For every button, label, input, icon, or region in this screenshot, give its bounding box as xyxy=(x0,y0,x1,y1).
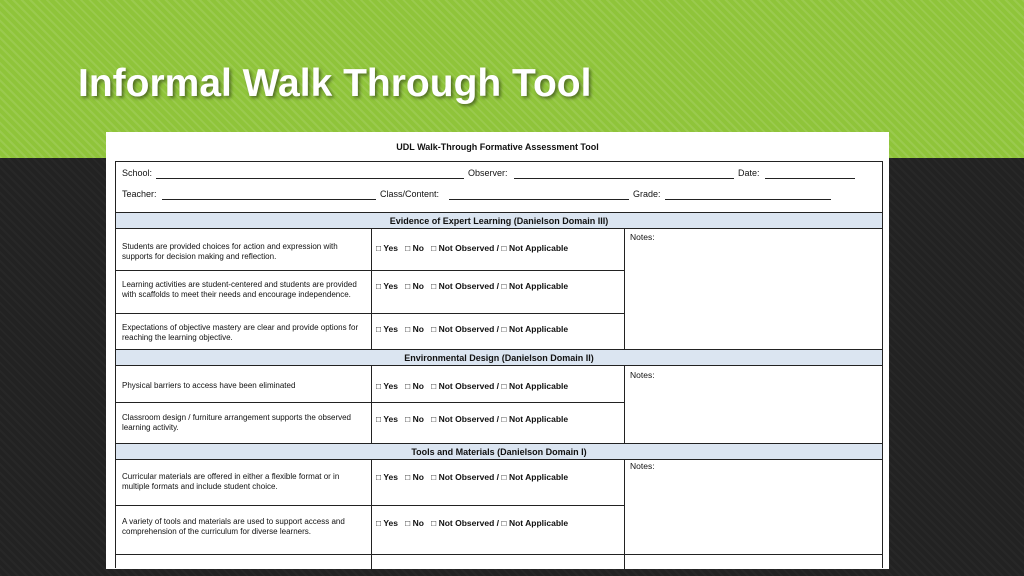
criterion-text: Learning activities are student-centered and students are provided with scaffolds to meet their needs and encourage independence. xyxy=(122,280,357,299)
section-heading-expert-learning: Evidence of Expert Learning (Danielson Domain III) xyxy=(116,212,882,229)
teacher-blank xyxy=(162,199,376,200)
info-line-teacher xyxy=(116,189,882,203)
date-blank xyxy=(765,178,855,179)
criterion-text: Physical barriers to access have been eliminated xyxy=(122,381,296,390)
section-heading-tools-materials: Tools and Materials (Danielson Domain I) xyxy=(116,443,882,460)
form-title: UDL Walk-Through Formative Assessment Tool xyxy=(396,142,599,152)
form-document-image xyxy=(106,132,889,569)
column-divider xyxy=(624,366,625,444)
grade-blank xyxy=(665,199,831,200)
criterion-text: Students are provided choices for action and expression with supports for decision making and reflection. xyxy=(122,242,338,261)
response-options: □ Yes □ No □ Not Observed / □ Not Applicable xyxy=(376,243,569,253)
response-options: □ Yes □ No □ Not Observed / □ Not Applicable xyxy=(376,518,569,528)
column-divider xyxy=(371,460,372,569)
observer-blank xyxy=(514,178,734,179)
response-options: □ Yes □ No □ Not Observed / □ Not Applicable xyxy=(376,324,569,334)
notes-label: Notes: xyxy=(630,461,655,471)
table-bottom-border xyxy=(116,554,882,555)
row-divider xyxy=(116,402,624,403)
school-blank xyxy=(156,178,464,179)
section-heading-environmental-design: Environmental Design (Danielson Domain II) xyxy=(116,349,882,366)
form-table xyxy=(115,161,883,568)
grade-label: Grade: xyxy=(633,189,661,199)
criterion-text: Curricular materials are offered in either a flexible format or in multiple formats and include student choice. xyxy=(122,472,340,491)
info-line-school xyxy=(116,168,882,182)
response-options: □ Yes □ No □ Not Observed / □ Not Applicable xyxy=(376,381,569,391)
response-options: □ Yes □ No □ Not Observed / □ Not Applicable xyxy=(376,414,569,424)
notes-label: Notes: xyxy=(630,370,655,380)
class-content-label: Class/Content: xyxy=(380,189,440,199)
column-divider xyxy=(371,229,372,349)
notes-label: Notes: xyxy=(630,232,655,242)
date-label: Date: xyxy=(738,168,760,178)
school-label: School: xyxy=(122,168,153,178)
response-options: □ Yes □ No □ Not Observed / □ Not Applicable xyxy=(376,281,569,291)
response-options: □ Yes □ No □ Not Observed / □ Not Applicable xyxy=(376,472,569,482)
slide-title: Informal Walk Through Tool xyxy=(78,62,592,105)
criterion-text: Expectations of objective mastery are clear and provide options for reaching the learning objective. xyxy=(122,323,359,342)
criterion-text: A variety of tools and materials are used to support access and comprehension of the curriculum for diverse learners. xyxy=(122,517,345,536)
row-divider xyxy=(116,313,624,314)
row-divider xyxy=(116,505,624,506)
criterion-text: Classroom design / furniture arrangement supports the observed learning activity. xyxy=(122,413,352,432)
teacher-label: Teacher: xyxy=(122,189,157,199)
observer-label: Observer: xyxy=(468,168,508,178)
row-divider xyxy=(116,270,624,271)
column-divider xyxy=(371,366,372,444)
class-content-blank xyxy=(449,199,629,200)
